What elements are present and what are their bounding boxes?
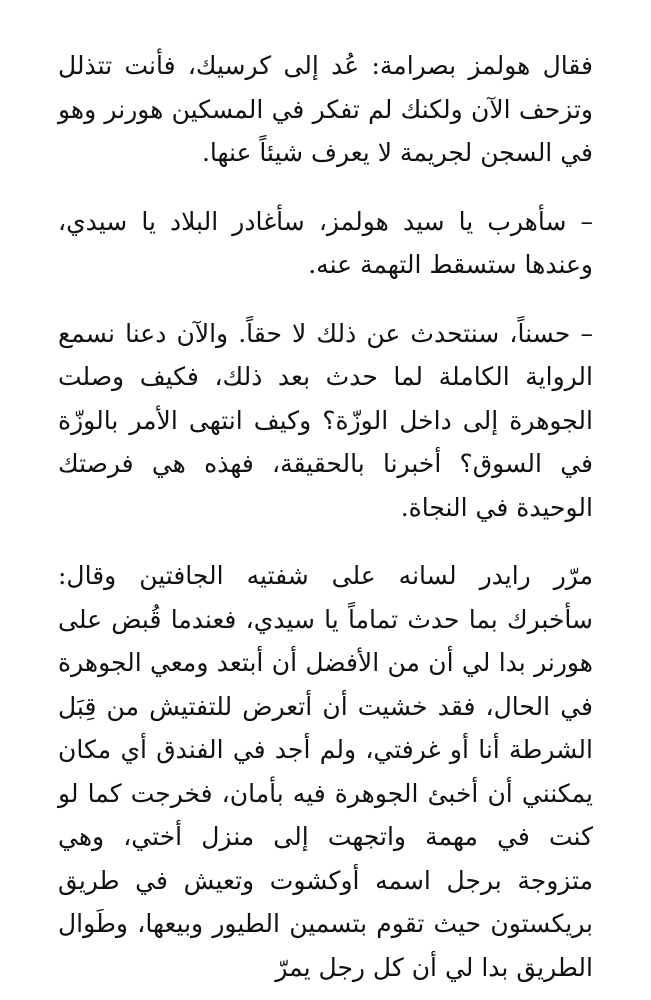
- book-page: [58, 44, 593, 989]
- paragraph-holmes-rebuke: فقال هولمز بصرامة: عُد إلى كرسيك، فأنت تتذلل وتزحف الآن ولكنك لم تفكر في المسكين هورنر وهو في السجن لجريمة لا يعرف شيئاً عنها.: [58, 51, 593, 167]
- paragraph-holmes-question: – حسناً، سنتحدث عن ذلك لا حقاً. والآن دعنا نسمع الرواية الكاملة لما حدث بعد ذلك، فكيف وصلت الجوهرة إلى داخل الوزّة؟ وكيف انتهى الأمر بالوزّة في السوق؟ أخبرنا بالحقيقة، فهذه هي فرصتك الوحيدة في النجاة.: [58, 318, 593, 522]
- paragraph-ryder-plea: – سأهرب يا سيد هولمز، سأغادر البلاد يا سيدي، وعندها ستسقط التهمة عنه.: [58, 206, 593, 279]
- paragraph-ryder-story: مرّر رايدر لسانه على شفتيه الجافتين وقال: سأخبرك بما حدث تماماً يا سيدي، فعندما قُبض على هورنر بدا لي أن من الأفضل أن أبتعد ومعي الجوهرة في الحال، فقد خشيت أن أتعرض للتفتيش من قِبَل الشرطة أنا أو غرفتي، ولم أجد في الفندق أي مكان يمكنني أن أخبئ الجوهرة فيه بأمان، فخرجت كما لو كنت في مهمة واتجهت إلى منزل أختي، وهي متزوجة برجل اسمه أوكشوت وتعيش في طريق بريكستون حيث تقوم بتسمين الطيور وبيعها، وطَوال الطريق بدا لي أن كل رجل يمرّ: [58, 561, 593, 982]
